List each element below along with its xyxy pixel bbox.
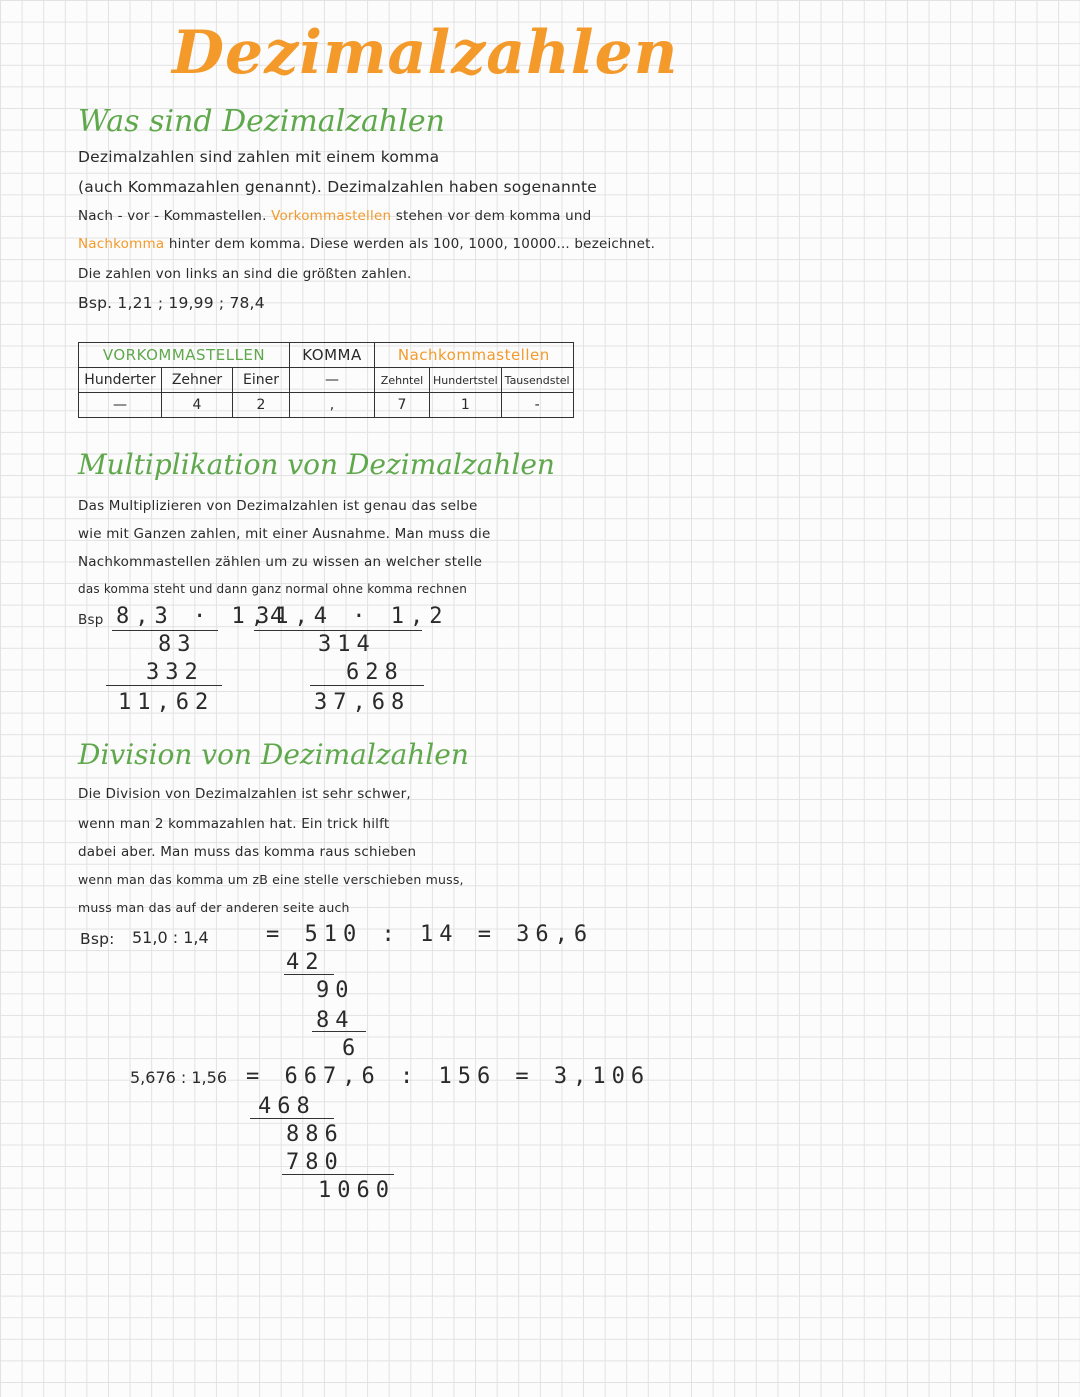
- text-line: wie mit Ganzen zahlen, mit einer Ausnahme. Man muss die: [78, 526, 491, 542]
- text-fragment: hinter dem komma. Diese werden als 100, 1000, 10000... bezeichnet.: [168, 236, 656, 252]
- division-step: 1060: [318, 1178, 395, 1203]
- division-step: 468: [258, 1094, 316, 1119]
- division-equation-1: = 510 : 14 = 36,6: [266, 922, 594, 947]
- division-step: 780: [286, 1150, 344, 1175]
- division-step: 6: [342, 1036, 362, 1061]
- table-cell: ,: [290, 393, 375, 418]
- sub-header: Einer: [233, 368, 290, 393]
- mult-row-1: 314: [318, 632, 376, 657]
- table-cell: —: [79, 393, 162, 418]
- result-line: [310, 685, 424, 686]
- step-line: [284, 974, 334, 975]
- division-lhs-2: 5,676 : 1,56: [130, 1068, 227, 1087]
- group-header-komma: KOMMA: [290, 343, 375, 368]
- text-line: Das Multiplizieren von Dezimalzahlen ist genau das selbe: [78, 498, 478, 514]
- section-heading-multiplikation: Multiplikation von Dezimalzahlen: [78, 448, 555, 481]
- text-line: das komma steht und dann ganz normal ohne komma rechnen: [78, 582, 468, 596]
- text-line: (auch Kommazahlen genannt). Dezimalzahlen haben sogenannte: [78, 178, 598, 196]
- mult-expression-2: 31,4 · 1,2: [256, 604, 449, 629]
- sub-header: Hunderter: [79, 368, 162, 393]
- step-line: [312, 1031, 366, 1032]
- division-step: 42: [286, 950, 325, 975]
- division-lhs-1: 51,0 : 1,4: [132, 928, 209, 947]
- sub-header: Tausendstel: [501, 368, 573, 393]
- underline: [112, 630, 218, 631]
- text-line: wenn man 2 kommazahlen hat. Ein trick hilft: [78, 816, 390, 832]
- table-cell: 2: [233, 393, 290, 418]
- division-step: 84: [316, 1008, 355, 1033]
- group-header-nachkomma: Nachkommastellen: [375, 343, 574, 368]
- result-line: [106, 685, 222, 686]
- mult-row-2: 628: [346, 660, 404, 685]
- place-value-table: [78, 342, 574, 418]
- example-prefix: Bsp:: [80, 930, 115, 948]
- text-line: Die zahlen von links an sind die größten zahlen.: [78, 266, 412, 282]
- mult-result-2: 37,68: [314, 690, 411, 715]
- division-step: 886: [286, 1122, 344, 1147]
- table-cell: 4: [162, 393, 233, 418]
- text-line: Nachkommastellen zählen um zu wissen an welcher stelle: [78, 554, 483, 570]
- sub-header: Zehntel: [375, 368, 430, 393]
- group-header-vorkomma: VORKOMMASTELLEN: [79, 343, 290, 368]
- page-title: Dezimalzahlen: [172, 18, 679, 88]
- text-line: wenn man das komma um zB eine stelle verschieben muss,: [78, 872, 464, 887]
- table-cell: 1: [430, 393, 502, 418]
- section-heading-division: Division von Dezimalzahlen: [78, 738, 469, 771]
- example-prefix: Bsp: [78, 612, 104, 628]
- division-equation-2: = 667,6 : 156 = 3,106: [246, 1064, 651, 1089]
- mult-expression-1: 8,3 · 1,4: [116, 604, 290, 629]
- text-line: dabei aber. Man muss das komma raus schieben: [78, 844, 417, 860]
- division-step: 90: [316, 978, 355, 1003]
- text-fragment: Nach - vor - Kommastellen.: [78, 208, 267, 224]
- table-cell: -: [501, 393, 573, 418]
- text-line: Die Division von Dezimalzahlen ist sehr schwer,: [78, 786, 411, 802]
- example-line: Bsp. 1,21 ; 19,99 ; 78,4: [78, 294, 265, 312]
- text-fragment-highlight: Nachkomma: [78, 236, 165, 252]
- mult-row-1: 83: [158, 632, 197, 657]
- text-line: muss man das auf der anderen seite auch: [78, 900, 350, 915]
- step-line: [250, 1118, 334, 1119]
- underline: [254, 630, 422, 631]
- sub-header: Zehner: [162, 368, 233, 393]
- mult-row-2: 332: [146, 660, 204, 685]
- sub-header: —: [290, 368, 375, 393]
- step-line: [282, 1174, 394, 1175]
- mult-result-1: 11,62: [118, 690, 215, 715]
- text-fragment-highlight: Vorkommastellen: [271, 208, 392, 224]
- text-line: [78, 208, 591, 224]
- section-heading-was-sind: Was sind Dezimalzahlen: [78, 104, 445, 139]
- text-line: Dezimalzahlen sind zahlen mit einem komma: [78, 148, 440, 166]
- table-cell: 7: [375, 393, 430, 418]
- text-line: [78, 236, 655, 252]
- text-fragment: stehen vor dem komma und: [395, 208, 592, 224]
- sub-header: Hundertstel: [430, 368, 502, 393]
